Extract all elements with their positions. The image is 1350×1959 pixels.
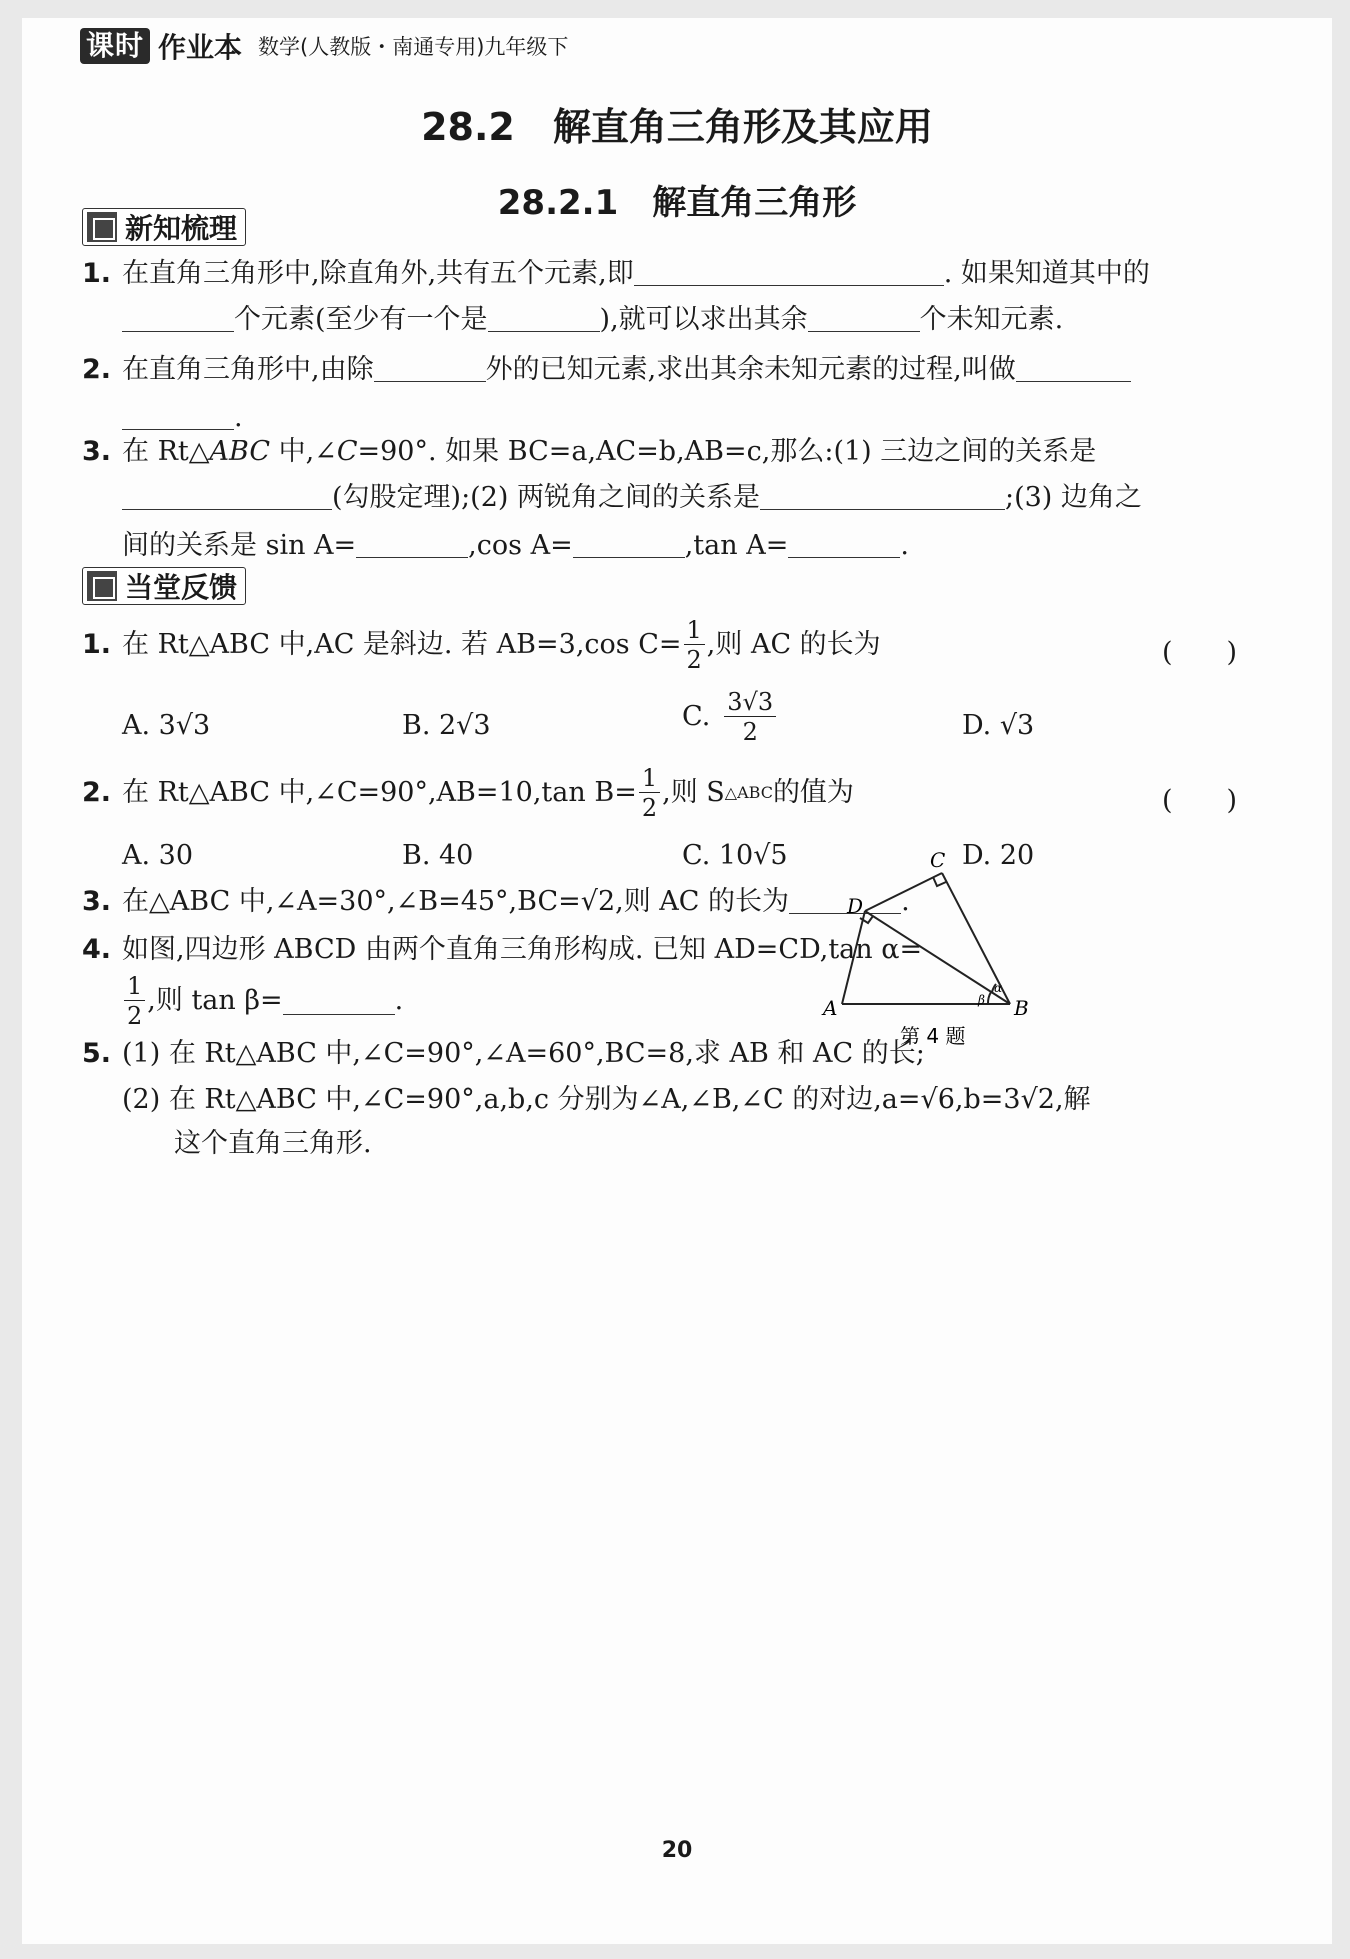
answer-parentheses[interactable]: ( ) — [1162, 637, 1238, 668]
answer-blank[interactable] — [760, 483, 1005, 510]
s2-q5-line2 — [122, 1082, 1091, 1118]
s2-q2-stem — [82, 766, 854, 820]
s1-q3-line2 — [122, 480, 1142, 516]
pencil-icon — [87, 571, 117, 601]
question-text: 在直角三角形中,除直角外,共有五个元素,即 — [122, 258, 634, 289]
answer-blank[interactable] — [634, 259, 944, 286]
s2-q1-stem — [82, 618, 881, 672]
question-text: 间的关系是 sin A= — [122, 530, 357, 561]
section-label-feedback — [82, 567, 246, 605]
question-text: 在直角三角形中,由除 — [122, 354, 374, 385]
question-text: 个未知元素. — [919, 304, 1064, 335]
label-alpha: α — [994, 981, 1003, 995]
question-text: (勾股定理);(2) 两锐角之间的关系是 — [332, 482, 760, 513]
book-icon — [87, 212, 117, 242]
question-text: 中,∠ — [270, 436, 337, 467]
subsection-title: 28.2.1 解直角三角形 — [497, 183, 857, 223]
page — [22, 18, 1332, 1944]
answer-blank[interactable] — [122, 305, 234, 332]
question-text: 在 Rt△ — [122, 436, 210, 467]
question-text: ;(3) 边角之 — [1005, 482, 1142, 513]
question-text: (1) 在 Rt△ABC 中,∠C=90°,∠A=60°,BC=8,求 AB 和 AC 的长; — [122, 1038, 925, 1069]
logo: 课时 — [80, 28, 150, 64]
question-number: 5. — [82, 1038, 112, 1069]
option-a[interactable]: A. 3√3 — [122, 710, 211, 741]
question-text: (2) 在 Rt△ABC 中,∠C=90°,a,b,c 分别为∠A,∠B,∠C 的对边,a=√6,b=3√2,解 — [122, 1084, 1091, 1115]
option-a[interactable]: A. 30 — [122, 840, 194, 871]
question-text: . 如果知道其中的 — [943, 258, 1150, 289]
question-number: 4. — [82, 934, 112, 965]
s2-q4-line2 — [122, 974, 403, 1028]
question-number: 3. — [82, 436, 112, 467]
option-b[interactable]: B. 40 — [402, 840, 474, 871]
option-b[interactable]: B. 2√3 — [402, 710, 491, 741]
question-number: 1. — [82, 258, 112, 289]
question-number: 3. — [82, 886, 112, 917]
question-text: . — [234, 402, 243, 433]
question-text: ),就可以求出其余 — [599, 304, 808, 335]
question-text: ,cos A= — [468, 530, 573, 561]
answer-blank[interactable] — [808, 305, 920, 332]
question-text: 如图,四边形 ABCD 由两个直角三角形构成. 已知 AD=CD,tan α= — [122, 934, 923, 965]
question-text: . — [900, 530, 909, 561]
question-text: ,则 tan β= — [147, 985, 283, 1016]
s2-q5-line1 — [82, 1036, 925, 1072]
question-text: 外的已知元素,求出其余未知元素的过程,叫做 — [485, 354, 1016, 385]
label-a: A — [823, 996, 838, 1020]
question-text: ABC — [209, 436, 271, 467]
question-text: . — [901, 886, 910, 917]
s1-q2-line2 — [122, 400, 243, 436]
answer-blank[interactable] — [1016, 355, 1131, 382]
question-text: 在 Rt△ABC 中,AC 是斜边. 若 AB=3,cos C= — [122, 629, 682, 660]
answer-blank[interactable] — [488, 305, 600, 332]
fraction: $\frac{1}{2}$ — [684, 618, 705, 672]
header — [80, 26, 568, 66]
page-number: 20 — [661, 1838, 693, 1863]
question-text: ,tan A= — [684, 530, 789, 561]
book-name: 作业本 — [158, 31, 243, 64]
question-text: 在△ABC 中,∠A=30°,∠B=45°,BC=√2,则 AC 的长为 — [122, 886, 790, 917]
book-subtitle: 数学(人教版・南通专用)九年级下 — [258, 35, 569, 59]
option-d[interactable]: D. √3 — [962, 710, 1035, 741]
label-c: C — [930, 848, 946, 872]
question-text: =90°. 如果 BC=a,AC=b,AB=c,那么:(1) 三边之间的关系是 — [357, 436, 1097, 467]
question-number: 2. — [82, 354, 112, 385]
s1-q1-line2 — [122, 302, 1063, 338]
option-c[interactable]: C. 10√5 — [682, 840, 788, 871]
s1-q1-line1 — [82, 256, 1150, 292]
section-label-text: 新知梳理 — [125, 212, 238, 245]
question-text: . — [394, 985, 404, 1016]
fraction: $\frac{3√3}{2}$ — [724, 690, 776, 744]
s1-q3-line1 — [82, 434, 1096, 470]
section-label-new-knowledge — [82, 208, 246, 246]
question-number: 1. — [82, 629, 112, 660]
answer-blank[interactable] — [122, 403, 234, 430]
question-text: 这个直角三角形. — [174, 1128, 372, 1159]
question-number: 2. — [82, 777, 112, 808]
answer-parentheses[interactable]: ( ) — [1162, 785, 1238, 816]
section-label-text: 当堂反馈 — [125, 571, 238, 604]
label-b: B — [1014, 996, 1029, 1020]
label-beta: β — [978, 993, 985, 1007]
label-d: D — [847, 894, 864, 918]
answer-blank[interactable] — [283, 988, 395, 1015]
answer-blank[interactable] — [374, 355, 486, 382]
question-text: 个元素(至少有一个是 — [234, 304, 488, 335]
question-text: ,则 S — [662, 777, 725, 808]
question-text: 的值为 — [772, 777, 854, 808]
question-text: 在 Rt△ABC 中,∠C=90°,AB=10,tan B= — [122, 777, 637, 808]
subscript: △ABC — [724, 783, 773, 802]
option-label: C. — [682, 701, 711, 732]
fraction: $\frac{1}{2}$ — [124, 974, 145, 1028]
section-title: 28.2 解直角三角形及其应用 — [421, 105, 933, 149]
question-text: ,则 AC 的长为 — [706, 629, 881, 660]
figure-quadrilateral — [782, 848, 1302, 1058]
answer-blank[interactable] — [788, 531, 900, 558]
answer-blank[interactable] — [356, 531, 468, 558]
s1-q3-line3 — [122, 528, 909, 564]
answer-blank[interactable] — [122, 483, 332, 510]
answer-blank[interactable] — [573, 531, 685, 558]
question-text: C — [336, 436, 358, 467]
option-c[interactable] — [682, 690, 778, 744]
fraction: $\frac{1}{2}$ — [639, 766, 660, 820]
option-d[interactable]: D. 20 — [962, 840, 1035, 871]
s2-q5-line3 — [174, 1126, 372, 1162]
figure-caption: 第 4 题 — [900, 1024, 966, 1048]
s1-q2-line1 — [82, 352, 1131, 388]
